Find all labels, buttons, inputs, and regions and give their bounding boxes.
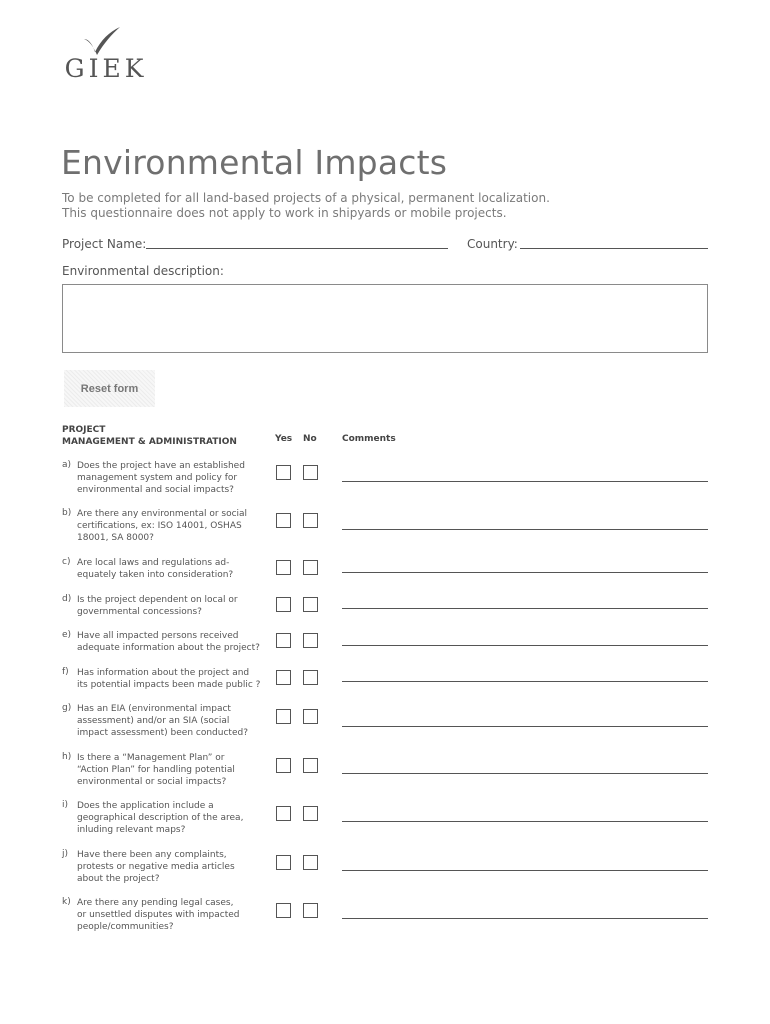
- question-text: [77, 752, 235, 788]
- yes-checkbox[interactable]: [276, 560, 291, 575]
- no-checkbox[interactable]: [303, 758, 318, 773]
- question-letter: h): [62, 752, 72, 762]
- section-title: PROJECT: [62, 425, 106, 435]
- no-column-header: No: [303, 434, 317, 444]
- question-letter: k): [62, 897, 71, 907]
- question-text-line: Are local laws and regulations ad-: [77, 558, 230, 568]
- question-letter: a): [62, 460, 72, 470]
- question-text-line: Have all impacted persons received: [77, 631, 239, 641]
- question-text: [77, 508, 247, 544]
- question-text-line: environmental or social impacts?: [77, 777, 227, 787]
- comment-field[interactable]: [342, 608, 708, 609]
- question-text-line: Has an EIA (environmental impact: [77, 704, 231, 714]
- yes-checkbox[interactable]: [276, 903, 291, 918]
- comment-field[interactable]: [342, 572, 708, 573]
- question-text-line: “Action Plan” for handling potential: [77, 765, 235, 775]
- comment-field[interactable]: [342, 681, 708, 682]
- intro-line: To be completed for all land-based projects of a physical, permanent localization.: [62, 191, 550, 205]
- question-text-line: Does the project have an established: [77, 461, 245, 471]
- comments-column-header: Comments: [342, 434, 396, 444]
- yes-checkbox[interactable]: [276, 670, 291, 685]
- question-text-line: equately taken into consideration?: [77, 570, 234, 580]
- giek-logo: [60, 26, 152, 82]
- no-checkbox[interactable]: [303, 806, 318, 821]
- question-letter: f): [62, 667, 69, 677]
- yes-checkbox[interactable]: [276, 633, 291, 648]
- question-text: [77, 594, 238, 618]
- environmental-description-label: Environmental description:: [62, 264, 224, 278]
- question-text-line: inluding relevant maps?: [77, 825, 186, 835]
- no-checkbox[interactable]: [303, 903, 318, 918]
- question-text-line: Have there been any complaints,: [77, 850, 227, 860]
- question-text-line: Does the application include a: [77, 801, 214, 811]
- yes-column-header: Yes: [275, 434, 293, 444]
- comment-field[interactable]: [342, 870, 708, 871]
- question-text-line: about the project?: [77, 874, 160, 884]
- page-title: Environmental Impacts: [61, 143, 448, 182]
- question-text-line: management system and policy for: [77, 473, 238, 483]
- question-text-line: Has information about the project and: [77, 668, 250, 678]
- question-text: [77, 557, 233, 581]
- comment-field[interactable]: [342, 821, 708, 822]
- question-text: [77, 703, 248, 739]
- project-name-label: Project Name:: [62, 237, 147, 251]
- country-label: Country:: [467, 237, 518, 251]
- question-text-line: Are there any environmental or social: [77, 509, 248, 519]
- question-text: [77, 460, 245, 496]
- question-text: [77, 800, 243, 836]
- checkmark-logo-icon: [82, 26, 130, 56]
- question-text-line: Are there any pending legal cases,: [77, 898, 234, 908]
- comment-field[interactable]: [342, 481, 708, 482]
- question-letter: i): [62, 800, 69, 810]
- question-text-line: people/communities?: [77, 922, 174, 932]
- question-text: [77, 667, 260, 691]
- reset-form-button[interactable]: Reset form: [64, 370, 155, 407]
- question-text: [77, 849, 235, 885]
- no-checkbox[interactable]: [303, 709, 318, 724]
- yes-checkbox[interactable]: [276, 855, 291, 870]
- question-text-line: assessment) and/or an SIA (social: [77, 716, 230, 726]
- yes-checkbox[interactable]: [276, 758, 291, 773]
- question-letter: d): [62, 594, 72, 604]
- no-checkbox[interactable]: [303, 855, 318, 870]
- question-text-line: certifications, ex: ISO 14001, OSHAS: [77, 521, 242, 531]
- question-text-line: or unsettled disputes with impacted: [77, 910, 240, 920]
- yes-checkbox[interactable]: [276, 513, 291, 528]
- question-letter: b): [62, 508, 72, 518]
- comment-field[interactable]: [342, 529, 708, 530]
- question-text-line: Is the project dependent on local or: [77, 595, 238, 605]
- comment-field[interactable]: [342, 726, 708, 727]
- question-text: [77, 897, 239, 933]
- no-checkbox[interactable]: [303, 670, 318, 685]
- question-text-line: its potential impacts been made public ?: [77, 680, 261, 690]
- logo-wordmark: GIEK: [64, 54, 148, 83]
- question-text-line: governmental concessions?: [77, 607, 202, 617]
- yes-checkbox[interactable]: [276, 806, 291, 821]
- question-text-line: impact assessment) been conducted?: [77, 728, 248, 738]
- question-letter: c): [62, 557, 71, 567]
- no-checkbox[interactable]: [303, 560, 318, 575]
- no-checkbox[interactable]: [303, 597, 318, 612]
- question-text-line: adequate information about the project?: [77, 643, 260, 653]
- environmental-description-field[interactable]: [62, 284, 708, 353]
- yes-checkbox[interactable]: [276, 597, 291, 612]
- comment-field[interactable]: [342, 918, 708, 919]
- project-name-field[interactable]: [146, 248, 448, 249]
- question-letter: g): [62, 703, 72, 713]
- intro-line: This questionnaire does not apply to work in shipyards or mobile projects.: [62, 206, 507, 220]
- question-text-line: geographical description of the area,: [77, 813, 244, 823]
- question-text-line: protests or negative media articles: [77, 862, 235, 872]
- section-title: MANAGEMENT & ADMINISTRATION: [62, 437, 237, 447]
- no-checkbox[interactable]: [303, 465, 318, 480]
- no-checkbox[interactable]: [303, 513, 318, 528]
- comment-field[interactable]: [342, 773, 708, 774]
- country-field[interactable]: [520, 248, 708, 249]
- question-text: [77, 630, 260, 654]
- no-checkbox[interactable]: [303, 633, 318, 648]
- question-letter: j): [62, 849, 69, 859]
- yes-checkbox[interactable]: [276, 709, 291, 724]
- question-text-line: environmental and social impacts?: [77, 485, 234, 495]
- question-text-line: Is there a “Management Plan” or: [77, 753, 225, 763]
- question-text-line: 18001, SA 8000?: [77, 533, 154, 543]
- comment-field[interactable]: [342, 645, 708, 646]
- question-letter: e): [62, 630, 72, 640]
- yes-checkbox[interactable]: [276, 465, 291, 480]
